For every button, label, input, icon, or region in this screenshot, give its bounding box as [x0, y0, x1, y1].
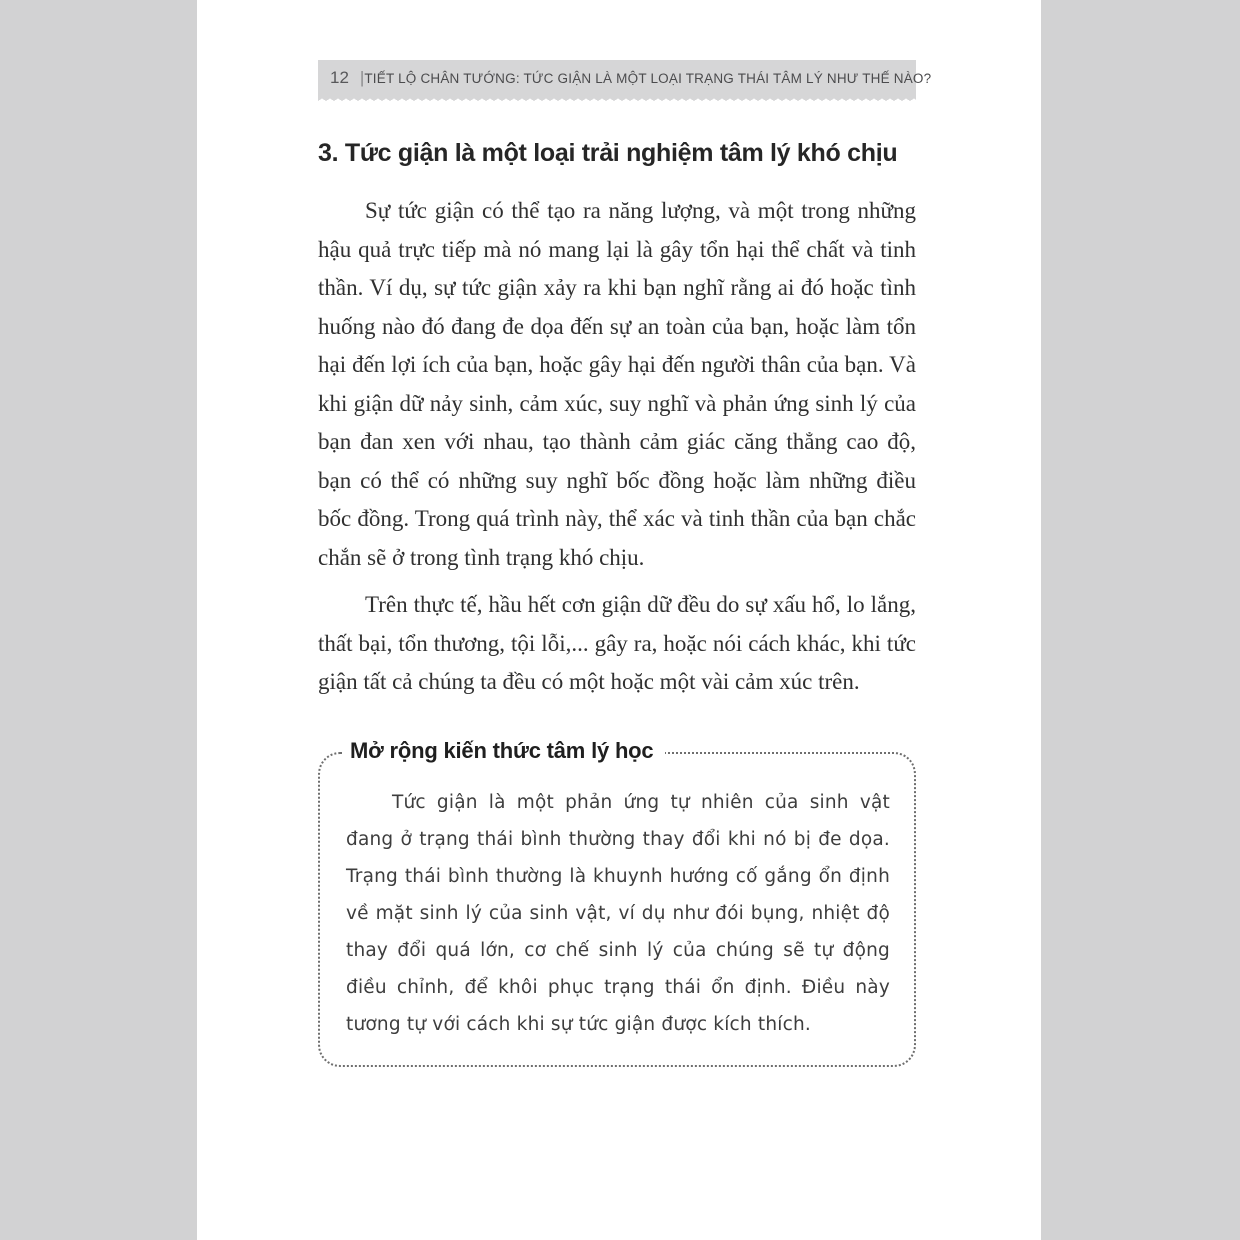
body-paragraph: Sự tức giận có thể tạo ra năng lượng, và một trong những hậu quả trực tiếp mà nó mang lại là gây tổn hại thể chất và tinh thần. Ví dụ, sự tức giận xảy ra khi bạn nghĩ rằng ai đó hoặc tình huống nào đó đang đe dọa đến sự an toàn của bạn, hoặc làm tổn hại đến lợi ích của bạn, hoặc gây hại đến người thân của bạn. Và khi giận dữ nảy sinh, cảm xúc, suy nghĩ và phản ứng sinh lý của bạn đan xen với nhau, tạo thành cảm giác căng thẳng cao độ, bạn có thể có những suy nghĩ bốc đồng hoặc làm những điều bốc đồng. Trong quá trình này, thể xác và tinh thần của bạn chắc chắn sẽ ở trong tình trạng khó chịu.: [318, 198, 916, 570]
knowledge-box-title: Mở rộng kiến thức tâm lý học: [342, 738, 665, 764]
body-paragraph: Trên thực tế, hầu hết cơn giận dữ đều do sự xấu hổ, lo lắng, thất bại, tổn thương, tội lỗi,... gây ra, hoặc nói cách khác, khi tức giận tất cả chúng ta đều có một hoặc một vài cảm xúc trên.: [318, 592, 916, 694]
section-body: [318, 192, 916, 702]
running-header-title: TIẾT LỘ CHÂN TƯỚNG: TỨC GIẬN LÀ MỘT LOẠI TRẠNG THÁI TÂM LÝ NHƯ THẾ NÀO?: [364, 70, 932, 86]
running-header-bar: [318, 60, 932, 96]
knowledge-box: [318, 737, 916, 1067]
header-divider: |: [359, 68, 365, 87]
knowledge-box-body: Tức giận là một phản ứng tự nhiên của sinh vật đang ở trạng thái bình thường thay đổi khi nó bị đe dọa. Trạng thái bình thường là khuynh hướng cố gắng ổn định về mặt sinh lý của sinh vật, ví dụ như đói bụng, nhiệt độ thay đổi quá lớn, cơ chế sinh lý của chúng sẽ tự động điều chỉnh, để khôi phục trạng thái ổn định. Điều này tương tự với cách khi sự tức giận được kích thích.: [346, 791, 890, 1035]
header-bar-sawtooth-edge: [318, 96, 916, 101]
section-heading: 3. Tức giận là một loại trải nghiệm tâm lý khó chịu: [318, 139, 898, 167]
book-page: [197, 0, 1041, 1240]
page-content-column: [318, 0, 932, 1067]
page-number: 12: [330, 68, 349, 87]
